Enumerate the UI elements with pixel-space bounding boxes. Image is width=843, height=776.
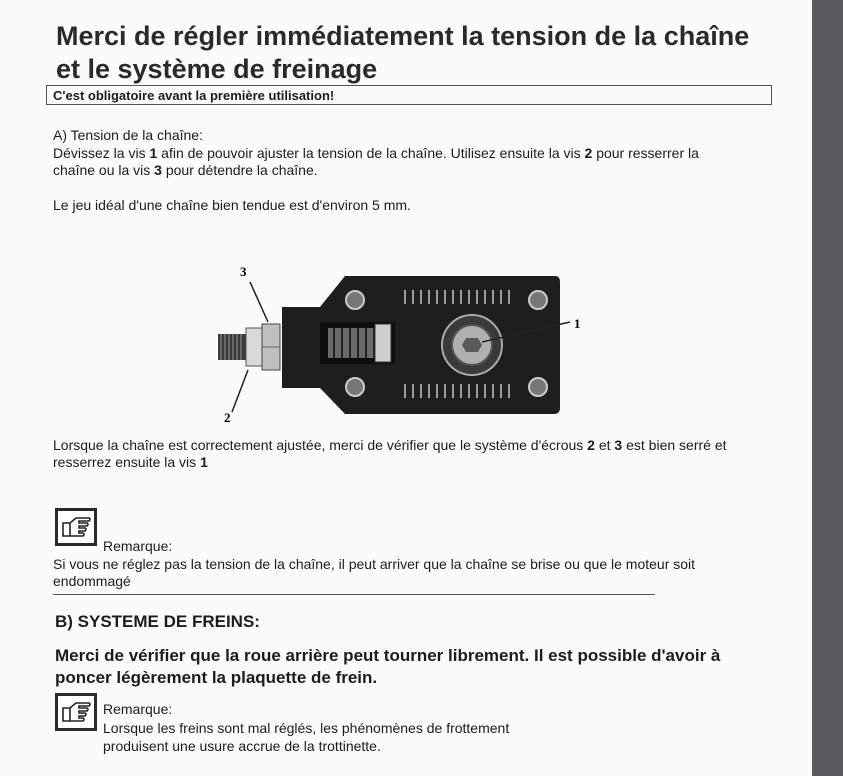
section-a-heading: A) Tension de la chaîne: [53,127,203,143]
figure-label-3: 3 [240,264,247,279]
figure-label-1: 1 [574,316,581,331]
pointing-hand-icon [55,693,97,731]
after-adjust-text: Lorsque la chaîne est correctement ajustée, merci de vérifier que le système d'écrous 2 et 3 est bien serré et resserrez ensuite la vis 1 [53,437,727,470]
note1-text: Si vous ne réglez pas la tension de la chaîne, il peut arriver que la chaîne se brise ou que le moteur soit endommagé [53,556,696,589]
note2-label: Remarque: [103,701,173,717]
note2-text: Lorsque les freins sont mal réglés, les phénomènes de frottement produisent une usure accrue de la trottinette. [103,720,510,754]
warning-banner: C'est obligatoire avant la première utilisation! [46,85,772,105]
ideal-play-text: Le jeu idéal d'une chaîne bien tendue est d'environ 5 mm. [53,197,411,213]
viewer-background [812,0,843,776]
divider [53,594,655,595]
section-b-bold-text: Merci de vérifier que la roue arrière peut tourner librement. Il est possible d'avoir à poncer légèrement la plaquette de frein. [55,646,721,687]
section-a-body: Dévissez la vis 1 afin de pouvoir ajuster la tension de la chaîne. Utilisez ensuite la vis 2 pour resserrer la chaîne ou la vis 3 pour détendre la chaîne. [53,145,699,178]
chain-tensioner-photo [210,262,590,427]
pointing-hand-icon [55,508,97,546]
page-title: Merci de régler immédiatement la tension de la chaîne et le système de freinage [56,21,750,84]
section-b-heading: B) SYSTEME DE FREINS: [55,612,260,631]
figure-label-2: 2 [224,410,231,425]
note1-label: Remarque: [103,538,173,554]
